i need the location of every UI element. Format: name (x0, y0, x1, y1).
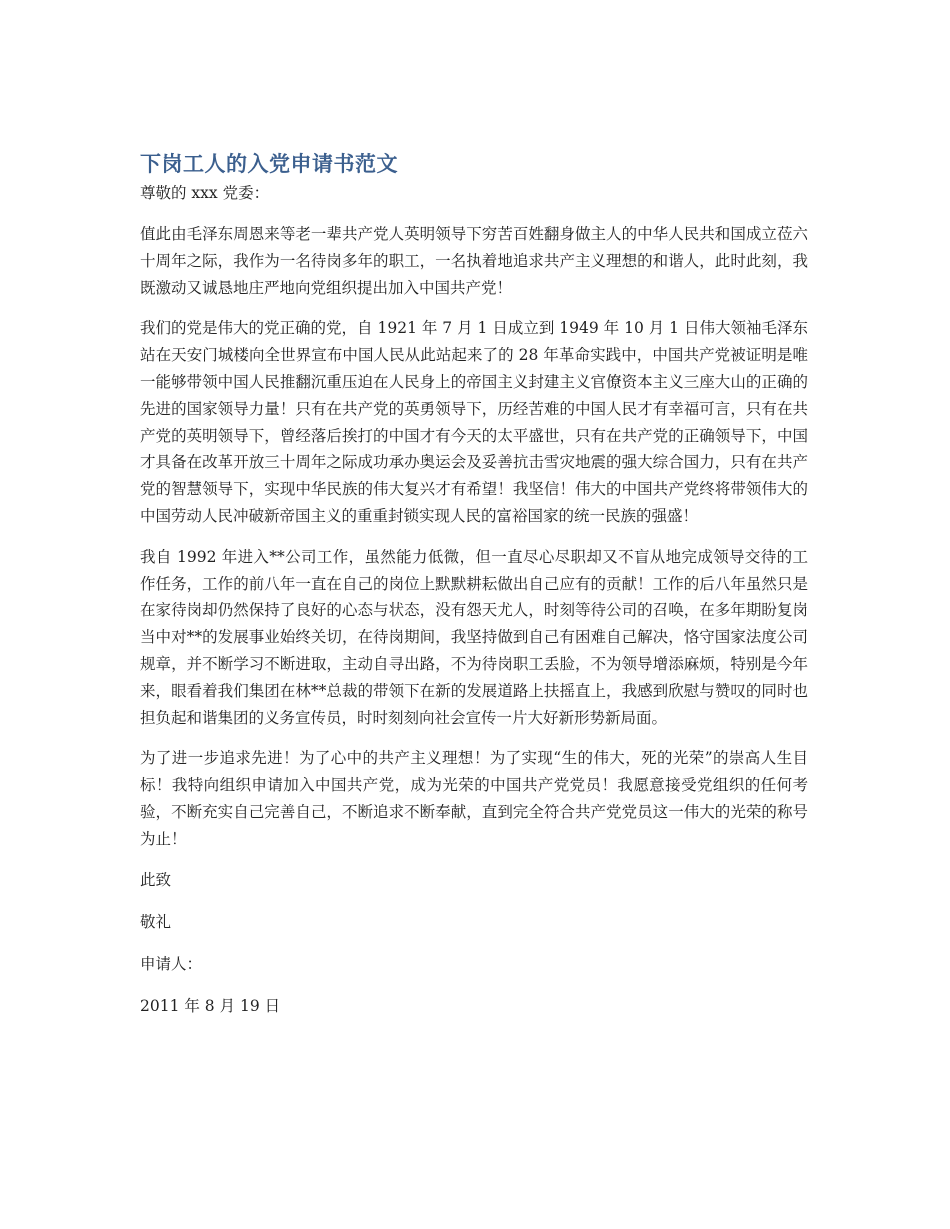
document-page (140, 148, 808, 1035)
closing-jingli: 敬礼 (140, 912, 172, 931)
paragraph-1: 值此由毛泽东周恩来等老一辈共产党人英明领导下穷苦百姓翻身做主人的中华人民共和国成立莅六十周年之际，我作为一名待岗多年的职工，一名执着地追求共产主义理想的和谐人，此时此刻，我既激动又诚恳地庄严地向党组织提出加入中国共产党！ (140, 225, 808, 297)
paragraph-2: 我们的党是伟大的党正确的党，自 1921 年 7 月 1 日成立到 1949 年 10 月 1 日伟大领袖毛泽东站在天安门城楼向全世界宣布中国人民从此站起来了的 28 年革命实践中，中国共产党被证明是唯一能够带领中国人民推翻沉重压迫在人民身上的帝国主义封建主义官僚资本主义三座大山的正确的先进的国家领导力量！只有在共产党的英勇领导下，历经苦难的中国人民才有幸福可言，只有在共产党的英明领导下，曾经落后挨打的中国才有今天的太平盛世，只有在共产党的正确领导下，中国才具备在改革开放三十周年之际成功承办奥运会及妥善抗击雪灾地震的强大综合国力，只有在共产党的智慧领导下，实现中华民族的伟大复兴才有希望！我坚信！伟大的中国共产党终将带领伟大的中国劳动人民冲破新帝国主义的重重封锁实现人民的富裕国家的统一民族的强盛！ (140, 319, 808, 525)
paragraph-3: 我自 1992 年进入**公司工作，虽然能力低微，但一直尽心尽职却又不盲从地完成领导交待的工作任务，工作的前八年一直在自己的岗位上默默耕耘做出自己应有的贡献！工作的后八年虽然只是在家待岗却仍然保持了良好的心态与状态，没有怨天尤人，时刻等待公司的召唤，在多年期盼复岗当中对**的发展事业始终关切，在待岗期间，我坚持做到自己有困难自己解决，恪守国家法度公司规章，并不断学习不断进取，主动自寻出路，不为待岗职工丢脸，不为领导增添麻烦，特别是今年来，眼看着我们集团在林**总裁的带领下在新的发展道路上扶摇直上，我感到欣慰与赞叹的同时也担负起和谐集团的义务宣传员，时时刻刻向社会宣传一片大好新形势新局面。 (140, 547, 808, 727)
applicant-label: 申请人： (140, 954, 203, 973)
document-title: 下岗工人的入党申请书范文 (140, 152, 398, 176)
closing-cizhi: 此致 (140, 870, 172, 889)
letter-date: 2011 年 8 月 19 日 (140, 996, 281, 1015)
paragraph-4: 为了进一步追求先进！为了心中的共产主义理想！为了实现“生的伟大，死的光荣”的崇高人生目标！我特向组织申请加入中国共产党，成为光荣的中国共产党党员！我愿意接受党组织的任何考验，不断充实自己完善自己，不断追求不断奉献，直到完全符合共产党党员这一伟大的光荣的称号为止！ (140, 749, 808, 848)
salutation: 尊敬的 xxx 党委： (140, 184, 270, 202)
